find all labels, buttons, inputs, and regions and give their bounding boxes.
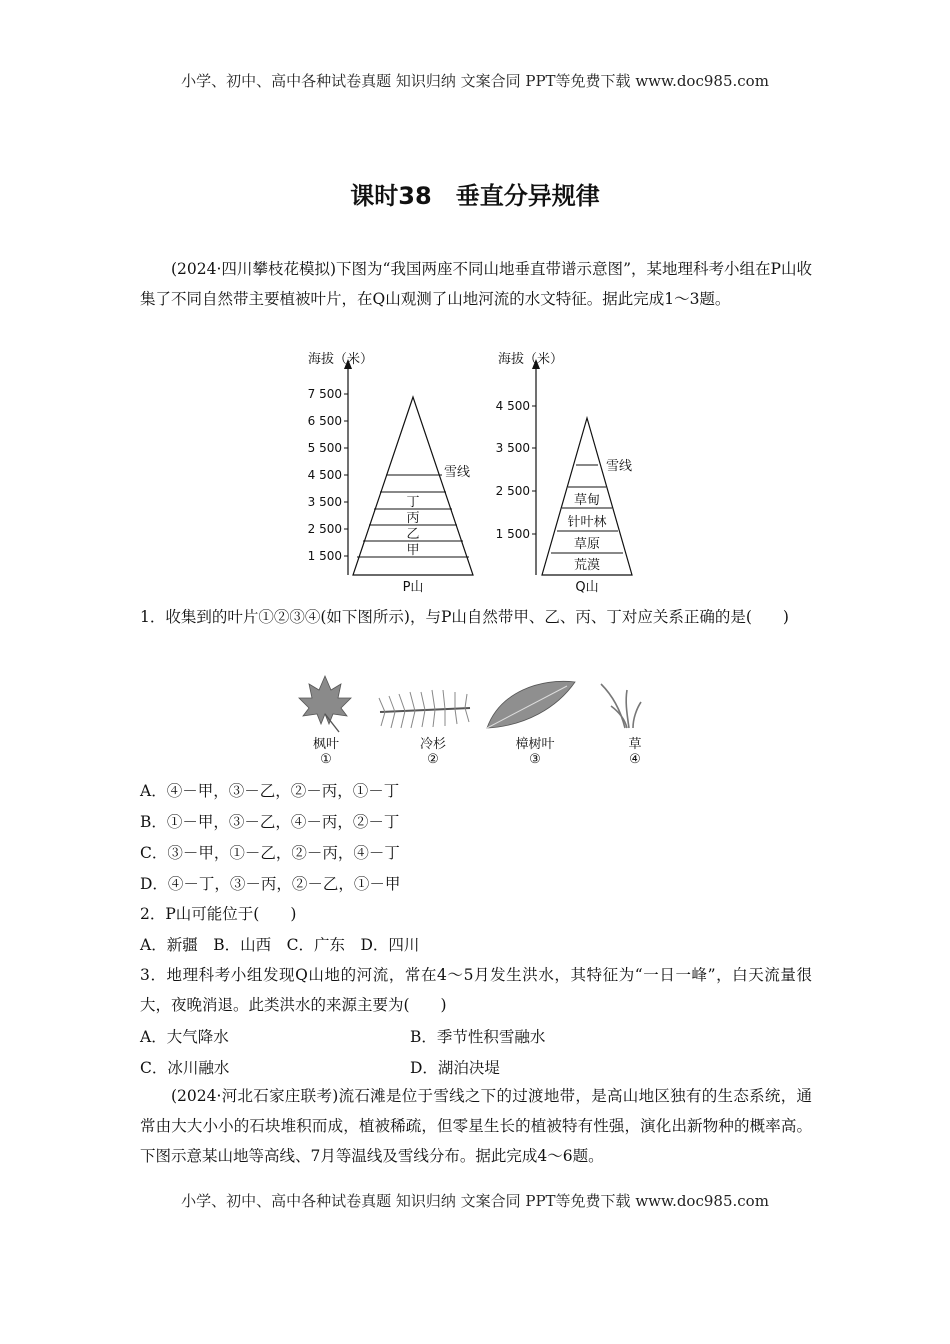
q-zone-label: 草原 <box>573 537 601 552</box>
leaf-name-grass: 草 <box>628 737 642 752</box>
q-tick-label: 3 500 <box>495 441 530 455</box>
p-mountain-name: P山 <box>402 580 424 595</box>
question-3-option-d: D．湖泊决堤 <box>410 1059 500 1077</box>
p-zone-label: 甲 <box>406 543 420 558</box>
leaf-name-camphor: 樟树叶 <box>515 737 555 752</box>
q-snowline-label: 雪线 <box>606 459 633 474</box>
camphor-leaf-icon <box>487 681 575 728</box>
p-snowline-label: 雪线 <box>444 465 471 480</box>
q-tick-label: 2 500 <box>495 484 530 498</box>
question-3-option-b: B．季节性积雪融水 <box>410 1028 546 1046</box>
q-tick-label: 1 500 <box>495 527 530 541</box>
question-1-option-c: C．③－甲，①－乙，②－丙，④－丁 <box>140 844 400 862</box>
fir-branch-icon <box>379 690 470 728</box>
page-header: 小学、初中、高中各种试卷真题 知识归纳 文案合同 PPT等免费下载 www.doc985.com <box>181 72 769 90</box>
p-axis-label: 海拔（米） <box>308 352 374 367</box>
p-zone-label: 丁 <box>406 495 420 510</box>
q-zone-label: 荒漠 <box>573 558 601 573</box>
leaf-name-fir: 冷杉 <box>419 737 446 752</box>
page-footer: 小学、初中、高中各种试卷真题 知识归纳 文案合同 PPT等免费下载 www.doc985.com <box>181 1192 769 1210</box>
grass-icon <box>601 684 641 728</box>
question-1-option-b: B．①－甲，③－乙，④－丙，②－丁 <box>140 813 400 831</box>
leaf-number-1: ① <box>320 752 332 767</box>
p-tick-label: 6 500 <box>307 414 342 428</box>
question-2-options: A．新疆 B．山西 C．广东 D．四川 <box>140 936 420 954</box>
question-1-stem: 1．收集到的叶片①②③④(如下图所示)，与P山自然带甲、乙、丙、丁对应关系正确的是( ) <box>140 608 789 626</box>
question-1-option-d: D．④－丁，③－丙，②－乙，①－甲 <box>140 875 401 893</box>
question-3-stem: 3．地理科考小组发现Q山地的河流，常在4～5月发生洪水，其特征为“一日一峰”，白天流量很大，夜晚消退。此类洪水的来源主要为( ) <box>140 966 812 1014</box>
p-tick-label: 1 500 <box>307 549 342 563</box>
p-tick-label: 3 500 <box>307 495 342 509</box>
p-zone-label: 乙 <box>406 527 420 542</box>
p-zone-label: 丙 <box>406 511 420 526</box>
question-2-stem: 2．P山可能位于( ) <box>140 905 297 923</box>
q-mountain-name: Q山 <box>575 580 599 595</box>
vertical-zonation-figure <box>300 345 660 600</box>
intro-paragraph-1: (2024·四川攀枝花模拟)下图为“我国两座不同山地垂直带谱示意图”，某地理科考小组在P山收集了不同自然带主要植被叶片，在Q山观测了山地河流的水文特征。据此完成1～3题。 <box>140 260 812 308</box>
question-1-option-a: A．④－甲，③－乙，②－丙，①－丁 <box>140 782 400 800</box>
leaf-name-maple: 枫叶 <box>312 737 339 752</box>
q-zone-label: 草甸 <box>573 493 601 508</box>
p-tick-label: 2 500 <box>307 522 342 536</box>
leaf-illustrations <box>295 672 655 734</box>
question-3-option-c: C．冰川融水 <box>140 1059 230 1077</box>
page-title: 课时38 垂直分异规律 <box>350 182 600 210</box>
leaf-number-4: ④ <box>629 752 641 767</box>
q-zone-label: 针叶林 <box>567 515 607 530</box>
leaf-number-3: ③ <box>529 752 541 767</box>
p-tick-label: 5 500 <box>307 441 342 455</box>
leaf-number-2: ② <box>427 752 439 767</box>
q-tick-label: 4 500 <box>495 399 530 413</box>
question-3-option-a: A．大气降水 <box>140 1028 229 1046</box>
maple-leaf-icon <box>299 676 351 732</box>
p-tick-label: 7 500 <box>307 387 342 401</box>
intro-paragraph-2: (2024·河北石家庄联考)流石滩是位于雪线之下的过渡地带，是高山地区独有的生态系统，通常由大大小小的石块堆积而成，植被稀疏，但零星生长的植被特有性强，演化出新物种的概率高。下图示意某山地等高线、7月等温线及雪线分布。据此完成4～6题。 <box>140 1087 812 1165</box>
p-tick-label: 4 500 <box>307 468 342 482</box>
q-axis-label: 海拔（米） <box>498 352 564 367</box>
